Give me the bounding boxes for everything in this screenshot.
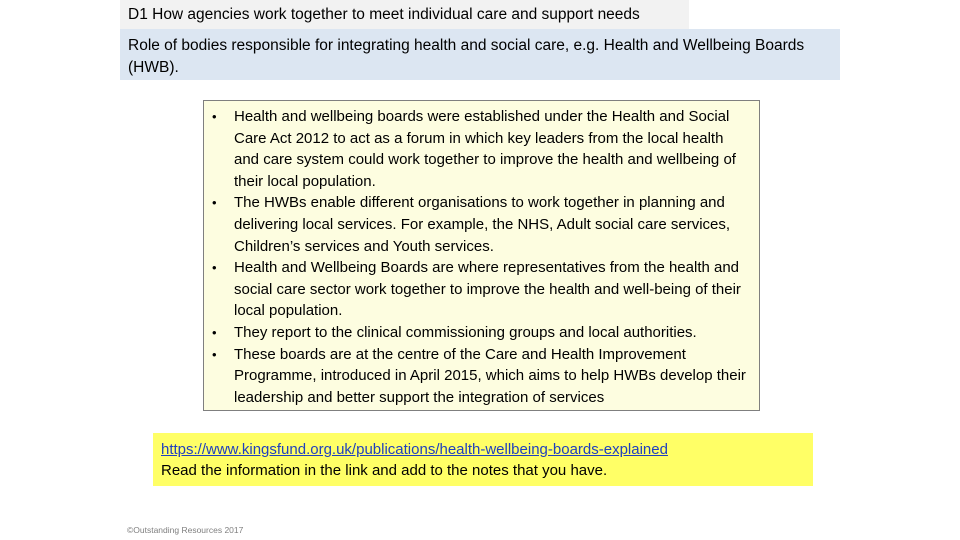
bullet-list [212, 106, 751, 408]
bullet-item [212, 344, 751, 409]
link-instruction: Read the information in the link and add to the notes that you have. [161, 462, 608, 479]
kingsfund-link[interactable]: https://www.kingsfund.org.uk/publications/health-wellbeing-boards-explained [161, 441, 668, 458]
slide-title: D1 How agencies work together to meet individual care and support needs [120, 0, 689, 29]
bullet-text: These boards are at the centre of the Care and Health Improvement Programme, introduced in April 2015, which aims to help HWBs develop their leadership and better support the integration of services [234, 345, 746, 406]
bullet-icon: • [212, 346, 217, 362]
bullet-icon: • [212, 109, 217, 124]
bullet-item [212, 257, 751, 322]
bullet-text: The HWBs enable different organisations to work together in planning and delivering local services. For example, the NHS, Adult social care services, Children’s services and Youth services. [234, 194, 731, 255]
bullet-icon: • [212, 324, 217, 340]
bullet-text: They report to the clinical commissioning groups and local authorities. [234, 323, 697, 341]
bullet-text: Health and wellbeing boards were established under the Health and Social Care Act 2012 to act as a forum in which key leaders from the local health and care system could work together to improve the health and wellbeing of their local population. [234, 108, 736, 190]
info-box [203, 100, 760, 411]
bullet-item [212, 106, 751, 192]
link-box [153, 433, 813, 486]
bullet-text: Health and Wellbeing Boards are where representatives from the health and social care sector work together to improve the health and well-being of their local population. [234, 259, 741, 320]
bullet-item [212, 322, 751, 344]
bullet-item [212, 192, 751, 257]
slide-subtitle: Role of bodies responsible for integrating health and social care, e.g. Health and Wellbeing Boards (HWB). [120, 29, 840, 80]
bullet-icon: • [212, 195, 217, 211]
copyright-footer: ©Outstanding Resources 2017 [127, 525, 244, 535]
bullet-icon: • [212, 260, 217, 276]
